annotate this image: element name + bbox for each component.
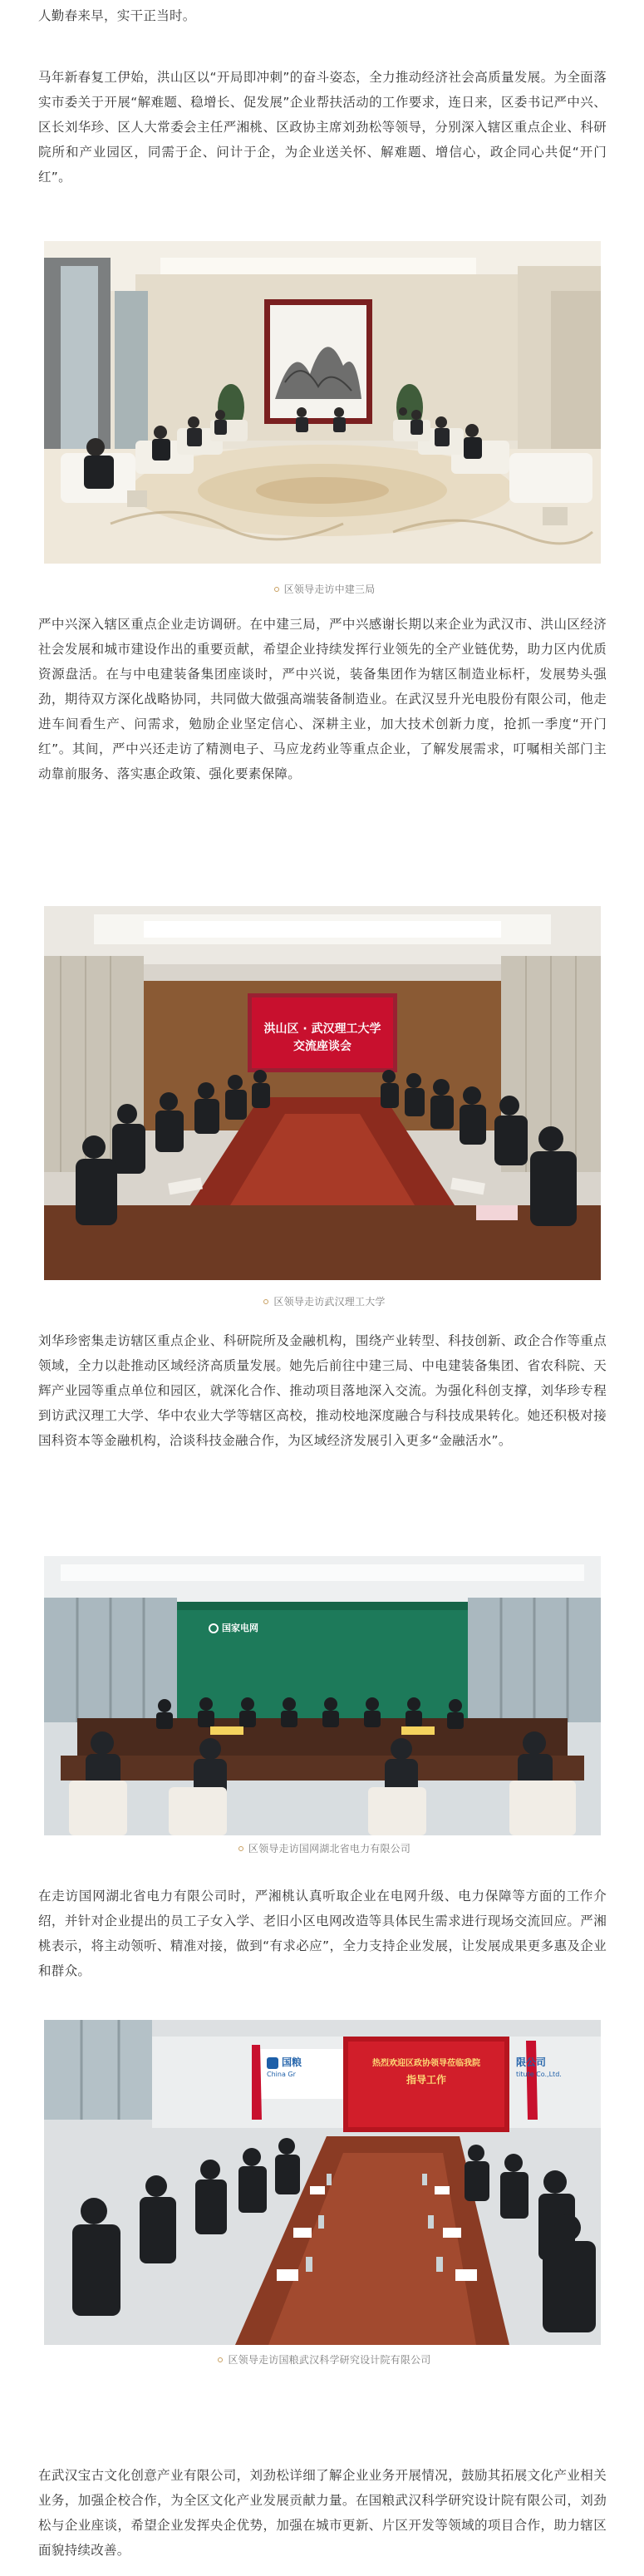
- state-grid-logo-text: 国家电网: [222, 1623, 258, 1633]
- caption-cscec-text: 区领导走访中建三局: [283, 584, 376, 595]
- grain-institute-logo-en: China Gr: [267, 2071, 296, 2078]
- opening-line: 人勤春来早，实干正当时。: [38, 8, 196, 23]
- paragraph-liu-huazhen: 刘华珍密集走访辖区重点企业、科研院所及金融机构，围绕产业转型、科技创新、政企合作等重点领域，全力以赴推动区域经济高质量发展。她先后前往中建三局、中电建装备集团、省农科院、天辉产业园等重点单位和园区，就深化合作、推动项目落地深入交流。为强化科创支撑，刘华珍专程到访武汉理工大学、华中农业大学等辖区高校，推动校地深度融合与科技成果转化。她还积极对接国科资本等金融机构，洽谈科技金融合作，为区域经济发展引入更多“金融活水”。: [38, 1333, 607, 1448]
- caption-dot-icon: [263, 1299, 268, 1304]
- paragraph-yan-zhongxing: 严中兴深入辖区重点企业走访调研。在中建三局，严中兴感谢长期以来企业为武汉市、洪山区经济社会发展和城市建设作出的重要贡献，希望企业持续发挥行业领先的全产业链优势，助力区内优质资源盘活。在与中电建装备集团座谈时，严中兴说，装备集团作为辖区制造业标杆，发展势头强劲，期待双方深化战略协同，共同做大做强高端装备制造业。在武汉昱升光电股份有限公司，他走进车间看生产、问需求，勉励企业坚定信心、深耕主业，加大技术创新力度，抢抓一季度“开门红”。其间，严中兴还走访了精测电子、马应龙药业等重点企业，了解发展需求，叮嘱相关部门主动靠前服务、落实惠企政策、强化要素保障。: [38, 617, 607, 781]
- grain-welcome-banner: [348, 2056, 504, 2088]
- grain-welcome-banner-line2: 指导工作: [406, 2074, 446, 2086]
- state-grid-logo-icon: [209, 1623, 219, 1633]
- photo-whut-seminar: [44, 906, 601, 1280]
- caption-dot-icon: [218, 2357, 223, 2362]
- paragraph-yan-xiangtao: 在走访国网湖北省电力有限公司时，严湘桃认真听取企业在电网升级、电力保障等方面的工作介绍，并针对企业提出的员工子女入学、老旧小区电网改造等具体民生需求进行现场交流回应。严湘桃表示，将主动领听、精准对接，做到“有求必应”，全力支持企业发展，让发展成果更多惠及企业和群众。: [38, 1889, 607, 1978]
- grain-institute-logo-text: 国粮: [282, 2056, 302, 2068]
- grain-welcome-banner-line1: 热烈欢迎区政协领导莅临我院: [372, 2059, 480, 2068]
- grain-institute-sign-right: [516, 2055, 562, 2078]
- photo-state-grid: [44, 1556, 601, 1835]
- caption-whut-text: 区领导走访武汉理工大学: [273, 1296, 386, 1308]
- photo-grain-institute: [44, 2020, 601, 2345]
- grain-institute-sign-tail: 限公司: [516, 2056, 547, 2068]
- caption-grain-institute: [0, 2352, 644, 2367]
- caption-cscec: [0, 582, 644, 596]
- caption-dot-icon: [238, 1846, 243, 1851]
- caption-state-grid-text: 区领导走访国网湖北省电力有限公司: [248, 1843, 411, 1854]
- seminar-banner: [252, 1021, 393, 1056]
- caption-whut: [0, 1294, 644, 1308]
- seminar-banner-line2: 交流座谈会: [293, 1040, 351, 1053]
- paragraph-liu-jinsong: 在武汉宝古文化创意产业有限公司，刘劲松详细了解企业业务开展情况，鼓励其拓展文化产业相关业务，加强企校合作，为全区文化产业发展贡献力量。在国粮武汉科学研究设计院有限公司，刘劲松与企业座谈，希望企业发挥央企优势，加强在城市更新、片区开发等领域的项目合作，助力辖区面貌持续改善。: [38, 2468, 607, 2558]
- intro-paragraph: 马年新春复工伊始，洪山区以“开局即冲刺”的奋斗姿态，全力推动经济社会高质量发展。为全面落实市委关于开展“解难题、稳增长、促发展”企业帮扶活动的工作要求，连日来，区委书记严中兴、区长刘华珍、区人大常委会主任严湘桃、区政协主席刘劲松等领导，分别深入辖区重点企业、科研院所和产业园区，同需于企、问计于企，为企业送关怀、解难题、增信心，政企同心共促“开门红”。: [38, 70, 607, 185]
- state-grid-logo: [209, 1621, 258, 1634]
- grain-institute-logo-icon: [267, 2057, 278, 2069]
- grain-institute-logo: [267, 2055, 302, 2078]
- caption-state-grid: [0, 1841, 644, 1855]
- grain-institute-sign-tail-en: titute Co.,Ltd.: [516, 2071, 562, 2078]
- caption-grain-institute-text: 区领导走访国粮武汉科学研究设计院有限公司: [228, 2354, 431, 2366]
- caption-dot-icon: [274, 587, 279, 592]
- photo-cscec-visit: [44, 241, 601, 564]
- seminar-banner-line1: 洪山区 · 武汉理工大学: [263, 1022, 381, 1036]
